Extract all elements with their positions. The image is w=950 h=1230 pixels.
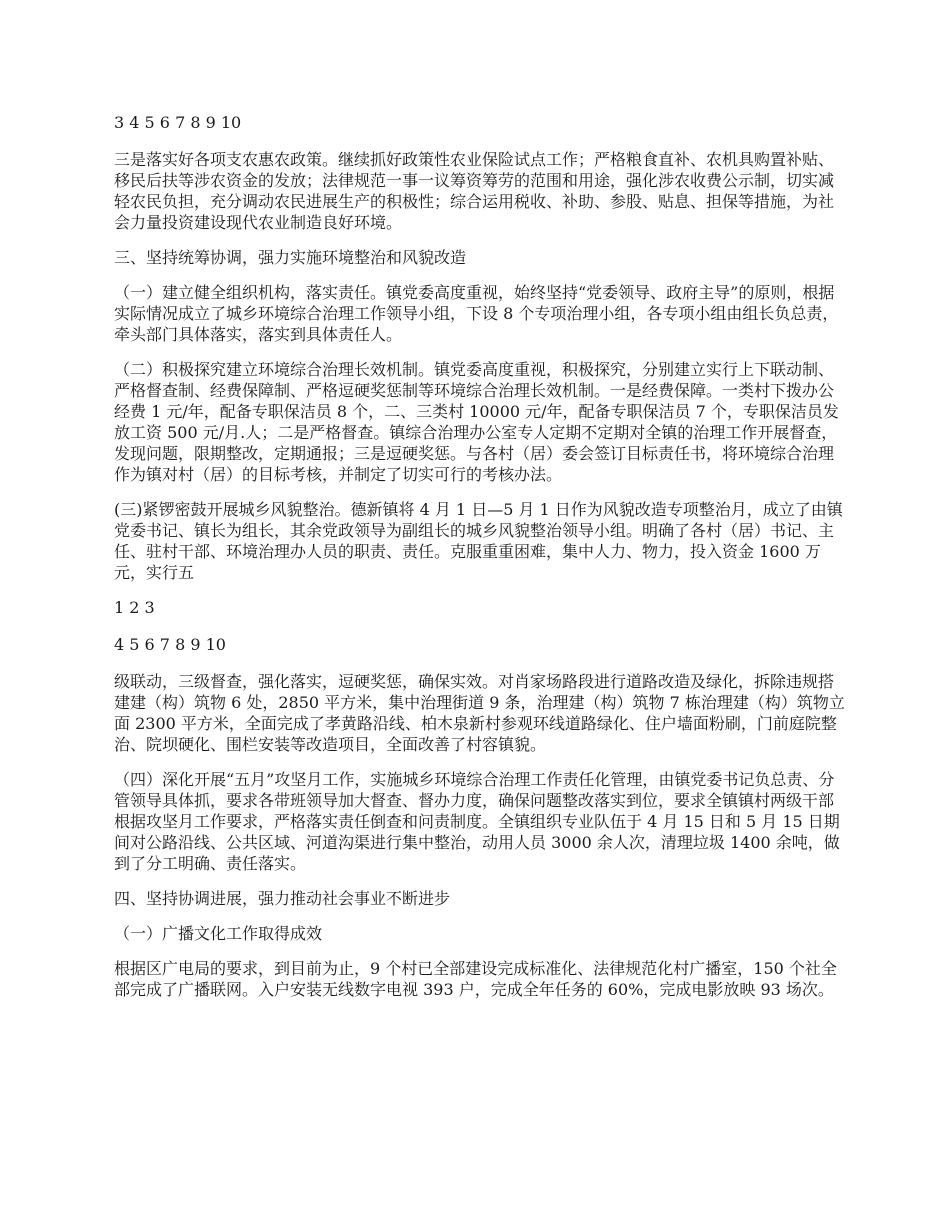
page-number-line: 1 2 3: [114, 598, 155, 617]
paragraph: （二）积极探究建立环境综合治理长效机制。镇党委高度重视，积极探究，分别建立实行上下联动制、严格督查制、经费保障制、严格逗硬奖惩制等环境综合治理长效机制。一是经费保障。一类村下拨办公经费 1 元/年，配备专职保洁员 8 个，二、三类村 10000 元/年，配备专职保洁员 7 个，专职保洁员发放工资 500 元/月.人；二是严格督查。镇综合治理办公室专人定期不定期对全镇的治理工作开展督查，发现问题，限期整改，定期通报；三是逗硬奖惩。与各村（居）委会签订目标责任书，将环境综合治理作为镇对村（居）的目标考核，并制定了切实可行的考核办法。: [114, 360, 839, 484]
paragraph: 根据区广电局的要求，到目前为止，9 个村已全部建设完成标准化、法律规范化村广播室，150 个社全部完成了广播联网。入户安装无线数字电视 393 户，完成全年任务的 60%，完成电影放映 93 场次。: [114, 959, 837, 999]
section-heading: 四、坚持协调进展，强力推动社会事业不断进步: [114, 889, 451, 908]
paragraph: （一）建立健全组织机构，落实责任。镇党委高度重视，始终坚持“党委领导、政府主导”的原则，根据实际情况成立了城乡环境综合治理工作领导小组，下设 8 个专项治理小组，各专项小组由组长负总责，牵头部门具体落实，落实到具体责任人。: [114, 283, 839, 344]
section-heading: 三、坚持统筹协调，强力实施环境整治和风貌改造: [114, 248, 467, 267]
paragraph: （四）深化开展“五月”攻坚月工作，实施城乡环境综合治理工作责任化管理，由镇党委书记负总责、分管领导具体抓，要求各带班领导加大督查、督办力度，确保问题整改落实到位，要求全镇镇村两级干部根据攻坚月工作要求，严格落实责任倒查和问责制度。全镇组织专业队伍于 4 月 15 日和 5 月 15 日期间对公路沿线、公共区域、河道沟渠进行集中整治，动用人员 3000 余人次，清理垃圾 1400 余吨，做到了分工明确、责任落实。: [114, 770, 840, 873]
page-number-line: 4 5 6 7 8 9 10: [114, 635, 226, 654]
paragraph: 级联动，三级督查，强化落实，逗硬奖惩，确保实效。对肖家场路段进行道路改造及绿化，拆除违规搭建建（构）筑物 6 处，2850 平方米，集中治理街道 9 条，治理建（构）筑物 7 栋治理建（构）筑物立面 2300 平方米，全面完成了孝黄路沿线、柏木泉新村参观环线道路绿化、住户墙面粉刷，门前庭院整治、院坝硬化、围栏安装等改造项目，全面改善了村容镇貌。: [114, 672, 845, 754]
paragraph: (三)紧锣密鼓开展城乡风貌整治。德新镇将 4 月 1 日—5 月 1 日作为风貌改造专项整治月，成立了由镇党委书记、镇长为组长，其余党政领导为副组长的城乡风貌整治领导小组。明确了各村（居）书记、主任、驻村干部、环境治理办人员的职责、责任。克服重重困难，集中人力、物力，投入资金 1600 万元，实行五: [114, 500, 843, 582]
subsection-heading: （一）广播文化工作取得成效: [114, 924, 323, 943]
page-number-line: 3 4 5 6 7 8 9 10: [114, 113, 242, 132]
paragraph: 三是落实好各项支农惠农政策。继续抓好政策性农业保险试点工作；严格粮食直补、农机具购置补贴、移民后扶等涉农资金的发放；法律规范一事一议筹资筹劳的范围和用途，强化涉农收费公示制，切实减轻农民负担，充分调动农民进展生产的积极性；综合运用税收、补助、参股、贴息、担保等措施，为社会力量投资建设现代农业制造良好环境。: [114, 150, 835, 232]
document-body: [114, 112, 846, 1014]
